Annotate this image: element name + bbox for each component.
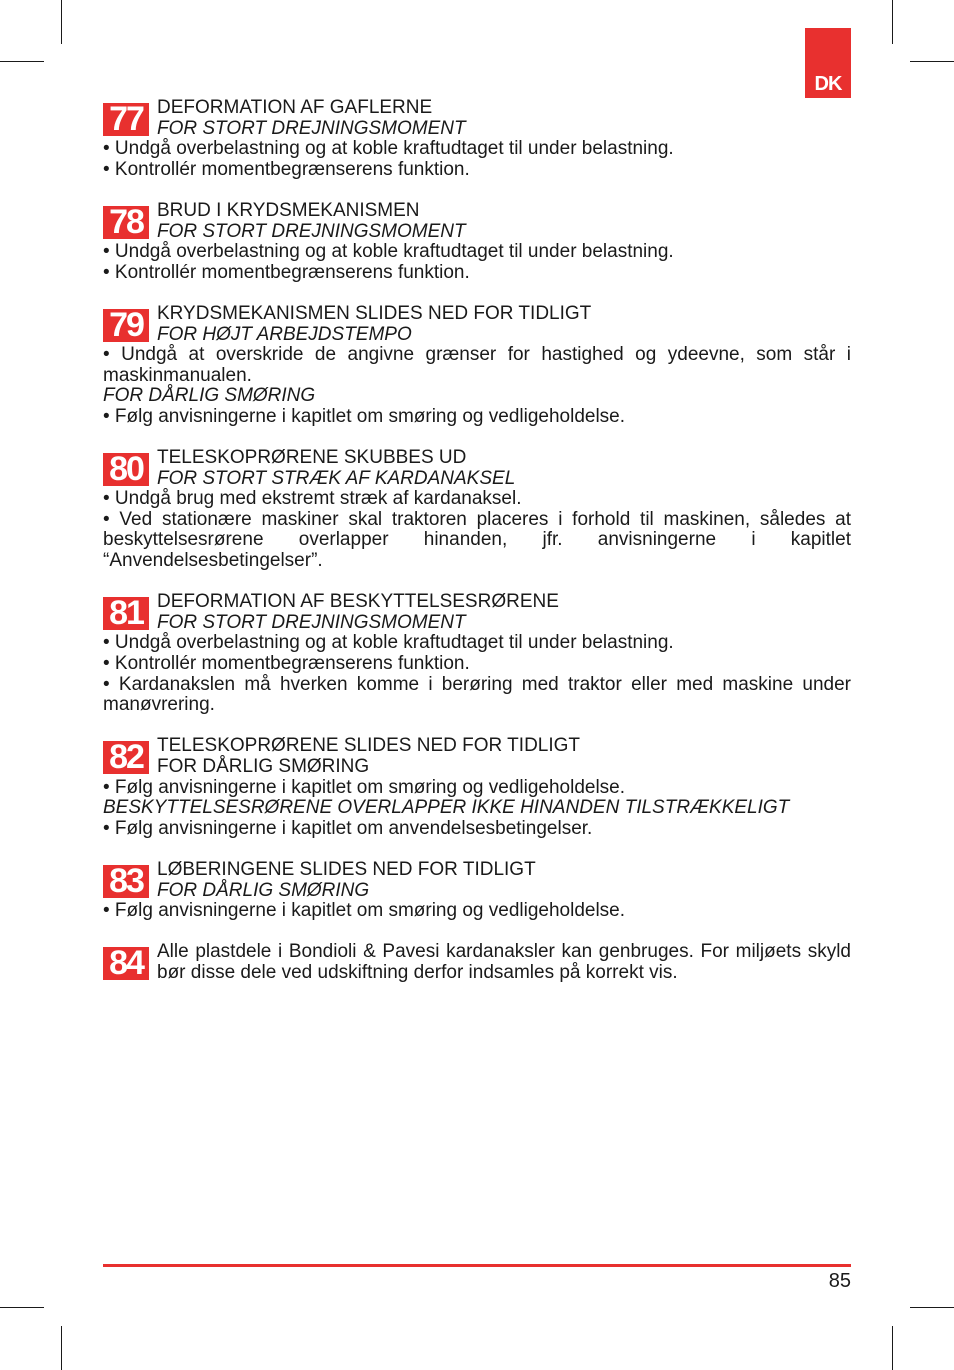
section-cause: FOR HØJT ARBEJDSTEMPO [157,323,412,345]
footer-rule [103,1264,851,1267]
page-number: 85 [828,1270,851,1292]
section-78 [103,201,851,283]
section-cause: FOR DÅRLIG SMØRING [103,385,316,407]
section-cause: FOR DÅRLIG SMØRING [157,756,370,777]
language-tab [805,28,851,98]
section-header [103,736,851,777]
remedy-line: • Undgå overbelastning og at koble kraftudtaget til under belastning. [103,632,674,654]
section-cause: BESKYTTELSESRØRENE OVERLAPPER IKKE HINANDEN TILSTRÆKKELIGT [103,797,790,819]
section-83 [103,860,851,922]
remedy-line: • Følg anvisningerne i kapitlet om smøring og vedligeholdelse. [103,776,626,798]
section-cause: FOR DÅRLIG SMØRING [157,879,370,901]
remedy-line: • Ved stationære maskiner skal traktoren placeres i forhold til maskinen, således at beskyttelsesrørene overlapper hinanden, jfr. anvisningerne i kapitlet “Anvendelsesbetingelser”. [103,508,851,572]
section-number: 80 [103,453,149,486]
section-header [103,592,851,633]
section-number: 78 [103,206,149,239]
remedy-line: • Følg anvisningerne i kapitlet om smøring og vedligeholdelse. [103,405,626,427]
section-title: DEFORMATION AF BESKYTTELSESRØRENE [157,591,559,613]
section-79 [103,304,851,428]
remedy-line: • Undgå overbelastning og at koble kraftudtaget til under belastning. [103,138,674,160]
section-cause: FOR STORT DREJNINGSMOMENT [157,117,466,139]
section-84 [103,942,851,983]
crop-mark [0,61,44,62]
section-cause: FOR STORT DREJNINGSMOMENT [157,220,466,242]
section-header [103,860,851,901]
section-title: DEFORMATION AF GAFLERNE [157,97,433,118]
section-header [103,448,851,489]
remedy-line: • Kardanakslen må hverken komme i berøring med traktor eller med maskine under manøvrering. [103,673,851,716]
section-number: 79 [103,309,149,342]
remedy-line: • Kontrollér momentbegrænserens funktion. [103,158,470,180]
section-number: 82 [103,741,149,774]
section-number: 77 [103,103,149,136]
crop-mark [0,1307,44,1308]
crop-mark [61,0,62,44]
section-cause: FOR STORT DREJNINGSMOMENT [157,611,466,633]
section-number: 81 [103,597,149,630]
remedy-line: • Undgå brug med ekstremt stræk af kardanaksel. [103,488,522,510]
section-80 [103,448,851,572]
document-body [103,98,851,1004]
remedy-line: • Undgå at overskride de angivne grænser for hastighed og ydeevne, som står i maskinmanualen. [103,344,851,386]
section-title: KRYDSMEKANISMEN SLIDES NED FOR TIDLIGT [157,302,592,324]
remedy-line: • Følg anvisningerne i kapitlet om anvendelsesbetingelser. [103,817,593,839]
section-header [103,98,851,139]
section-title: TELESKOPRØRENE SLIDES NED FOR TIDLIGT [157,735,581,757]
section-81 [103,592,851,716]
section-77 [103,98,851,180]
section-header [103,942,851,983]
remedy-line: • Kontrollér momentbegrænserens funktion. [103,653,470,675]
remedy-line: • Følg anvisningerne i kapitlet om smøring og vedligeholdelse. [103,900,626,922]
section-82 [103,736,851,839]
remedy-line: • Undgå overbelastning og at koble kraftudtaget til under belastning. [103,241,674,263]
crop-mark [892,0,893,44]
section-title: TELESKOPRØRENE SKUBBES UD [157,447,467,469]
section-cause: FOR STORT STRÆK AF KARDANAKSEL [157,467,516,489]
section-header [103,304,851,345]
section-title: LØBERINGENE SLIDES NED FOR TIDLIGT [157,858,536,880]
crop-mark [61,1326,62,1370]
crop-mark [892,1326,893,1370]
section-text: Alle plastdele i Bondioli & Pavesi kardanaksler kan genbruges. For miljøets skyld bør disse dele ved udskiftning derfor indsamles på korrekt vis. [157,941,851,983]
remedy-line: • Kontrollér momentbegrænserens funktion. [103,261,470,283]
language-tab-label: DK [814,73,842,95]
crop-mark [910,1307,954,1308]
crop-mark [910,61,954,62]
section-title: BRUD I KRYDSMEKANISMEN [157,199,420,221]
section-header [103,201,851,242]
section-number: 83 [103,865,149,898]
section-number: 84 [103,947,149,980]
